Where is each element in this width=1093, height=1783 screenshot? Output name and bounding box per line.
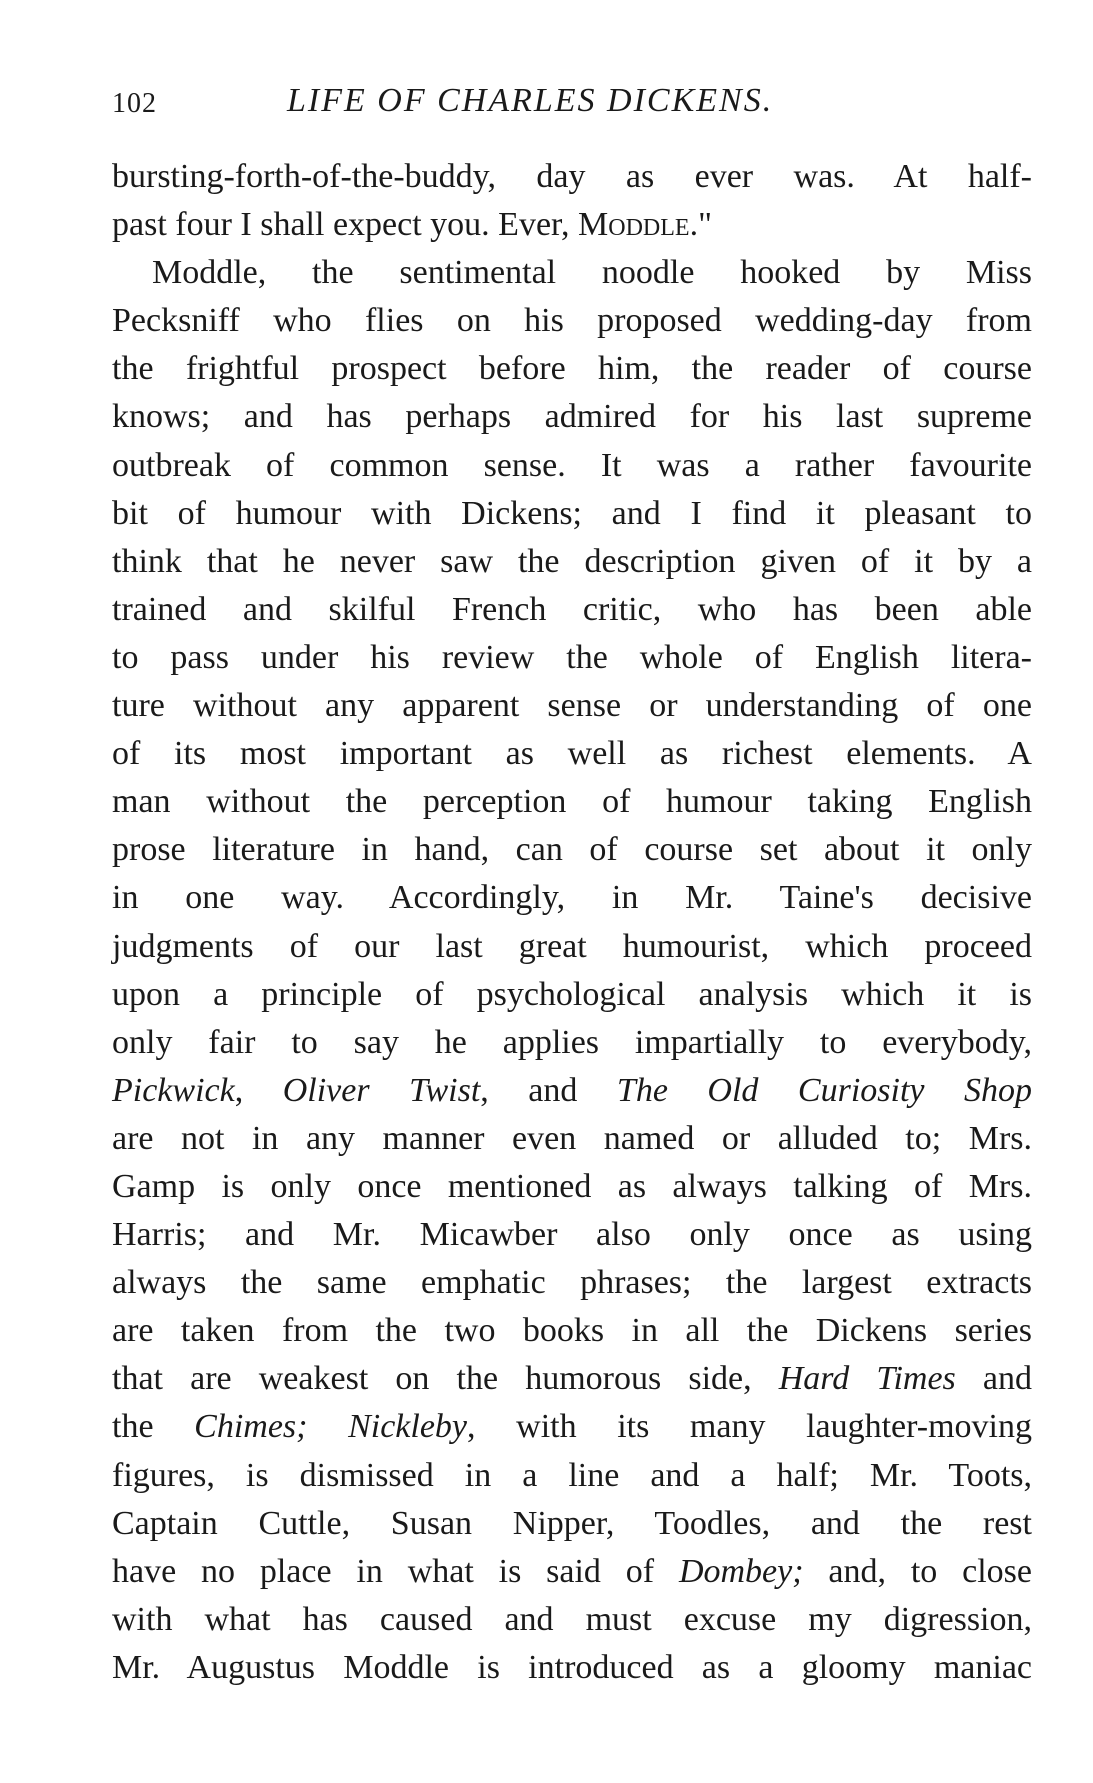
text-line: always the same emphatic phrases; the largest extracts bbox=[112, 1264, 1032, 1302]
text-segment: ." bbox=[689, 206, 712, 244]
text-line: upon a principle of psychological analysis which it is bbox=[112, 975, 1032, 1013]
text-segment: and, to close bbox=[803, 1552, 1032, 1590]
text-line: of its most important as well as richest elements. A bbox=[112, 735, 1032, 773]
text-segment: , with its many laughter-moving bbox=[467, 1408, 1032, 1446]
page-number: 102 bbox=[112, 88, 157, 119]
paragraph-start-line: Moddle, the sentimental noodle hooked by Miss bbox=[152, 254, 1032, 292]
text-segment: and bbox=[955, 1360, 1032, 1398]
text-line bbox=[112, 1067, 1032, 1115]
text-line: Harris; and Mr. Micawber also only once as using bbox=[112, 1216, 1032, 1254]
text-line: Captain Cuttle, Susan Nipper, Toodles, and the rest bbox=[112, 1504, 1032, 1542]
text-line bbox=[112, 1355, 1032, 1403]
book-title-chimes-nickleby: Chimes; Nickleby bbox=[194, 1408, 468, 1446]
book-title-oliver-twist: Oliver Twist bbox=[282, 1071, 481, 1109]
text-line: only fair to say he applies impartially to everybody, bbox=[112, 1023, 1032, 1061]
text-line: are taken from the two books in all the Dickens series bbox=[112, 1312, 1032, 1350]
text-line: Mr. Augustus Moddle is introduced as a gloomy maniac bbox=[112, 1648, 1032, 1686]
text-segment: the bbox=[112, 1408, 195, 1446]
signature-moddle: Moddle bbox=[578, 206, 690, 244]
text-line: man without the perception of humour taking English bbox=[112, 783, 1032, 821]
text-line: bursting-forth-of-the-buddy, day as ever was. At half- bbox=[112, 158, 1032, 195]
text-line bbox=[112, 1548, 1032, 1596]
text-line: think that he never saw the description given of it by a bbox=[112, 542, 1032, 580]
text-segment: , and bbox=[480, 1071, 617, 1109]
text-line: are not in any manner even named or alluded to; Mrs. bbox=[112, 1119, 1032, 1157]
text-segment: past four I shall expect you. Ever, bbox=[112, 206, 578, 244]
text-segment: that are weakest on the humorous side, bbox=[112, 1360, 779, 1398]
text-line: prose literature in hand, can of course set about it only bbox=[112, 831, 1032, 869]
text-line: judgments of our last great humourist, which proceed bbox=[112, 927, 1032, 965]
text-line: ture without any apparent sense or understanding of one bbox=[112, 687, 1032, 725]
running-title: LIFE OF CHARLES DICKENS. bbox=[287, 82, 774, 119]
text-line: the frightful prospect before him, the reader of course bbox=[112, 350, 1032, 388]
text-line bbox=[112, 1403, 1032, 1451]
text-line bbox=[112, 201, 1032, 249]
text-line: figures, is dismissed in a line and a half; Mr. Toots, bbox=[112, 1456, 1032, 1494]
text-line: with what has caused and must excuse my digression, bbox=[112, 1600, 1032, 1638]
text-line: to pass under his review the whole of English litera- bbox=[112, 638, 1032, 676]
book-title-dombey: Dombey; bbox=[678, 1552, 804, 1590]
book-title-hard-times: Hard Times bbox=[778, 1360, 956, 1398]
text-line: Gamp is only once mentioned as always talking of Mrs. bbox=[112, 1167, 1032, 1205]
book-title-pickwick: Pickwick bbox=[112, 1071, 235, 1109]
book-title-old-curiosity-shop: The Old Curiosity Shop bbox=[616, 1071, 1033, 1109]
text-line: outbreak of common sense. It was a rather favourite bbox=[112, 446, 1032, 484]
page-header bbox=[112, 82, 1042, 126]
body-text bbox=[112, 153, 1032, 1692]
text-line: Pecksniff who flies on his proposed wedding-day from bbox=[112, 302, 1032, 340]
text-line: knows; and has perhaps admired for his last supreme bbox=[112, 398, 1032, 436]
text-line: in one way. Accordingly, in Mr. Taine's decisive bbox=[112, 879, 1032, 917]
text-line: trained and skilful French critic, who has been able bbox=[112, 590, 1032, 628]
text-segment: have no place in what is said of bbox=[112, 1552, 679, 1590]
text-segment: , bbox=[234, 1071, 283, 1109]
text-line: bit of humour with Dickens; and I find it pleasant to bbox=[112, 494, 1032, 532]
